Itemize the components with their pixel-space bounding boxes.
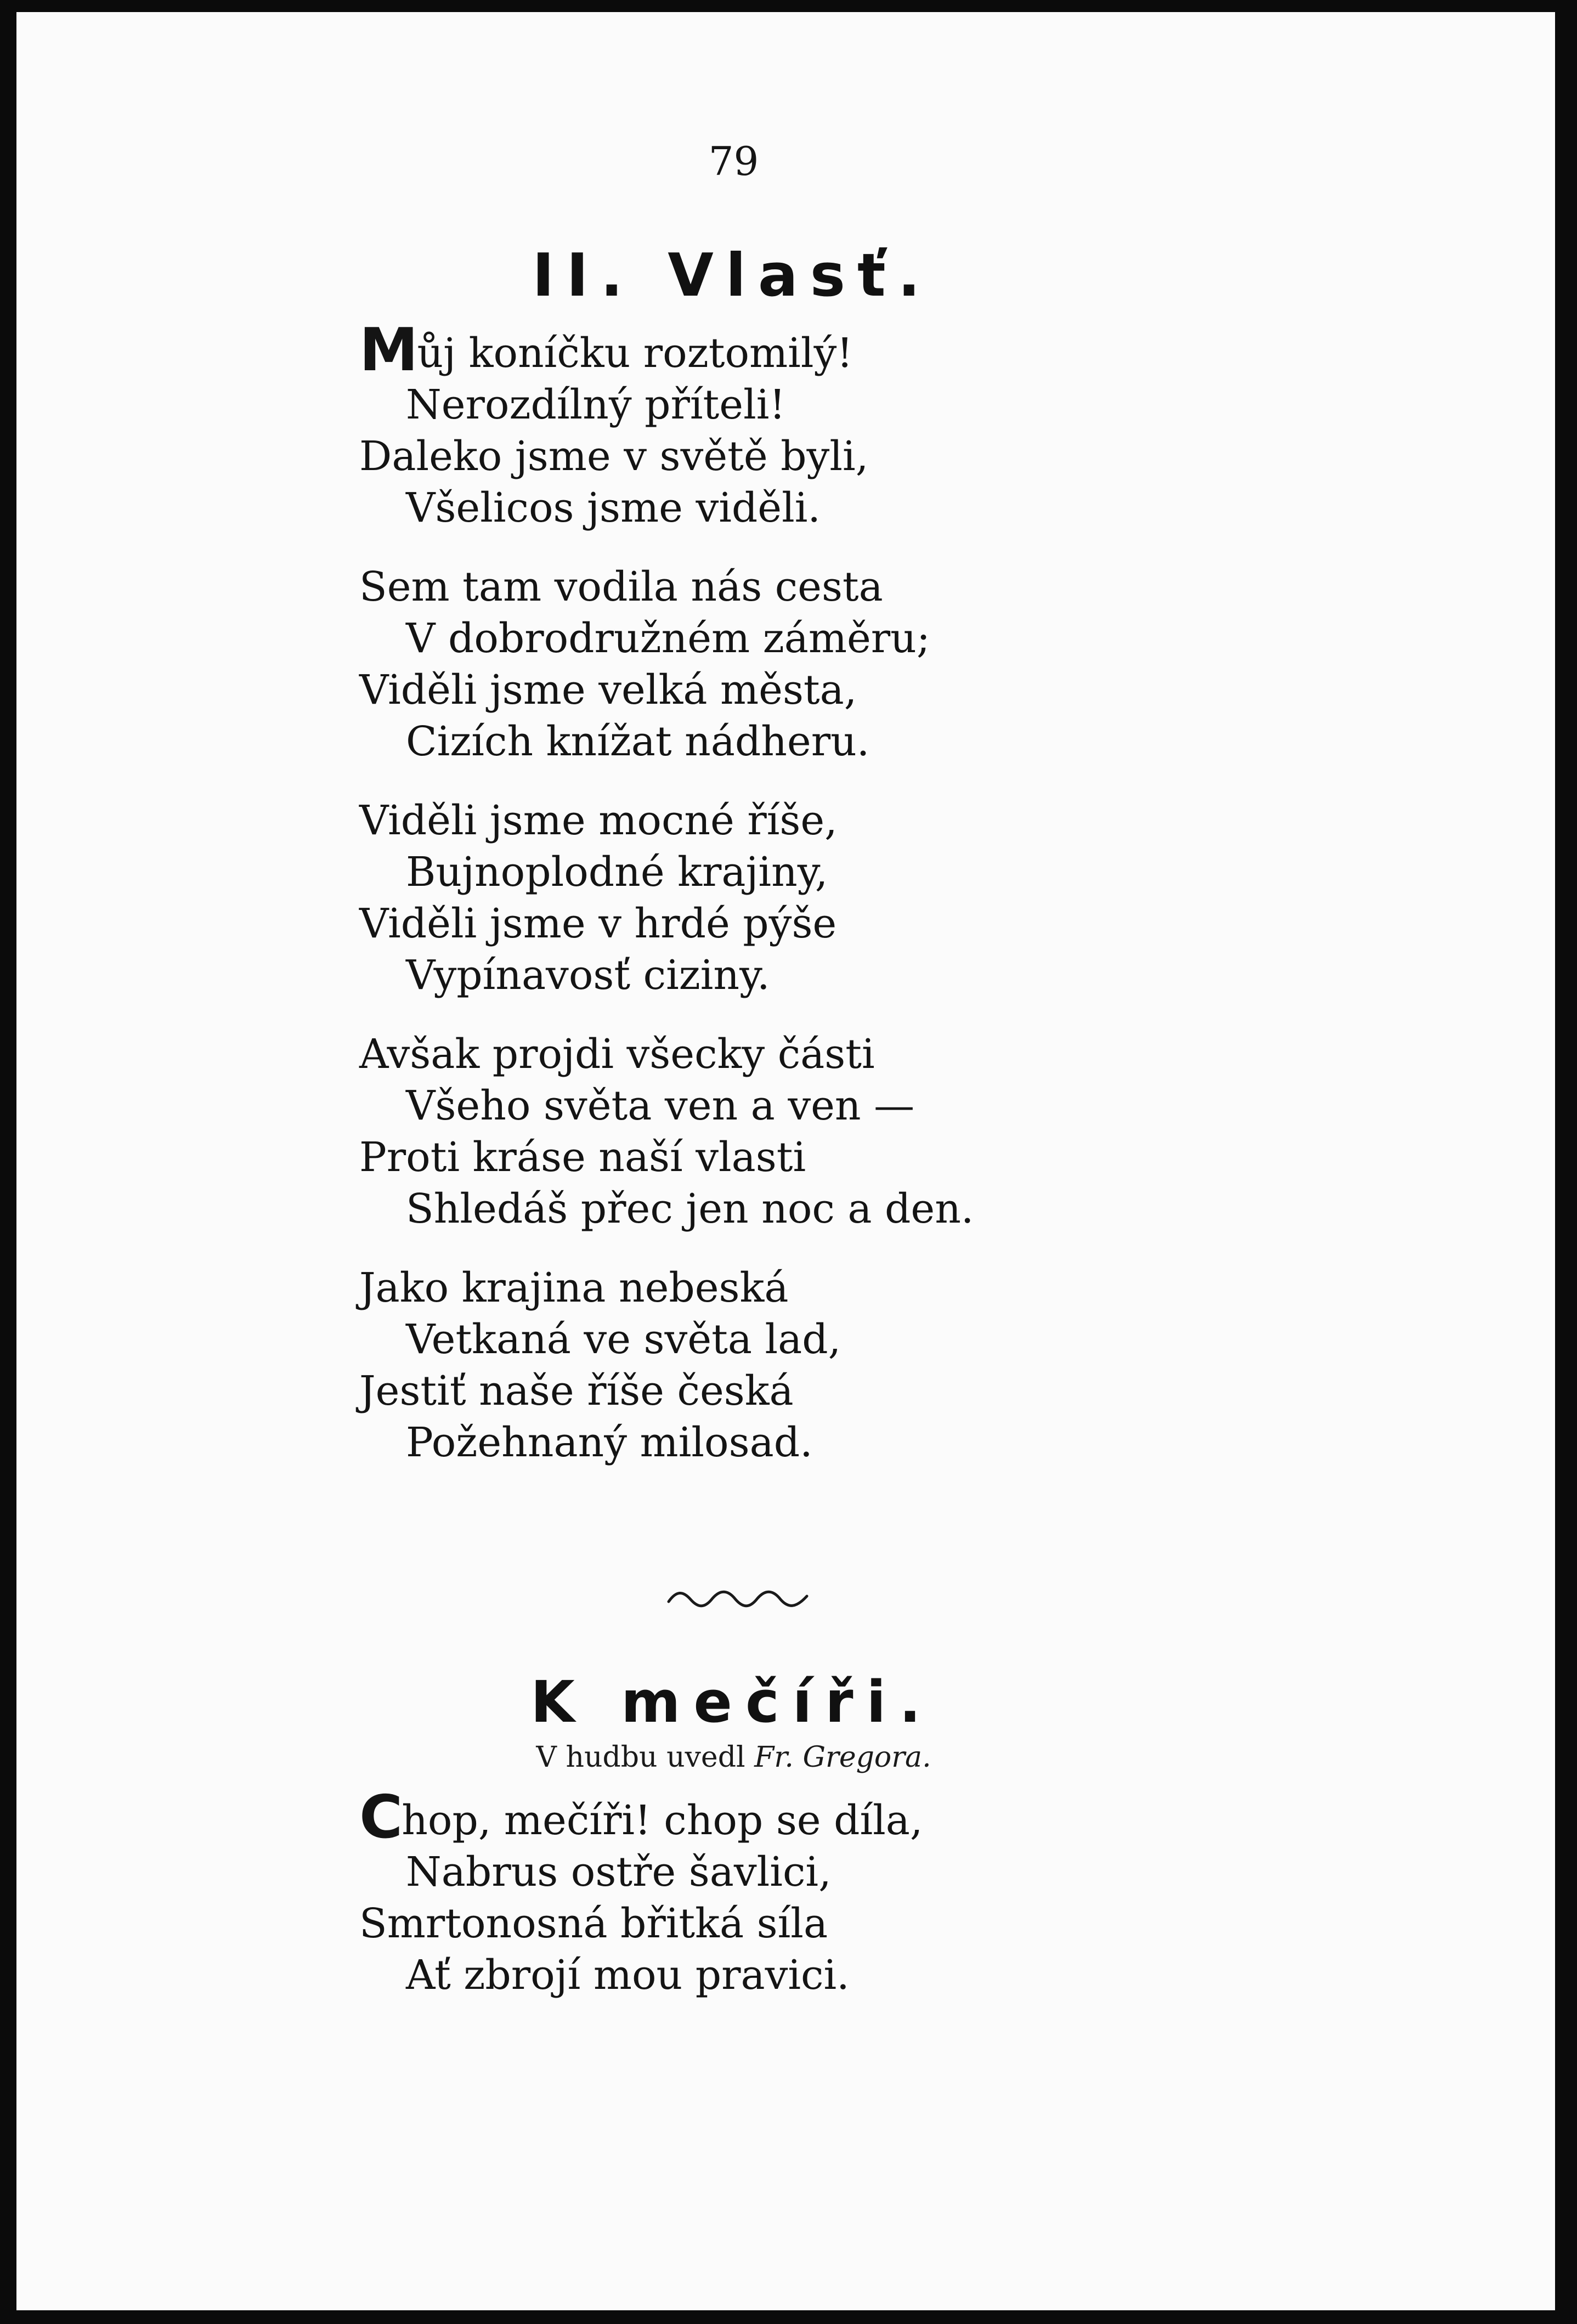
stanza-1 <box>359 1783 923 2001</box>
poem-line <box>359 316 974 384</box>
poem-line: Nabrus ostře šavlici, <box>406 1848 832 1896</box>
poem-line: Bujnoplodné krajiny, <box>406 849 828 896</box>
decorative-wave-divider <box>666 1587 809 1609</box>
poem-line: V dobrodružném záměru; <box>406 615 930 662</box>
subtitle-prefix: V hudbu uvedl <box>536 1741 745 1774</box>
poem-line: Požehnaný milosad. <box>406 1419 813 1466</box>
poem-line: Vetkaná ve světa lad, <box>406 1316 841 1363</box>
poem-line: Daleko jsme v světě byli, <box>359 433 869 480</box>
page-number: 79 <box>708 138 759 184</box>
stanza-4 <box>359 1028 974 1235</box>
poem-line: Shledáš přec jen noc a den. <box>406 1185 974 1232</box>
book-page <box>16 12 1555 2310</box>
poem-line: Všelicos jsme viděli. <box>406 484 821 531</box>
poem-line: Smrtonosná břitká síla <box>359 1900 828 1947</box>
poem-vlast <box>359 316 974 1496</box>
poem-line: Cizích knížat nádheru. <box>406 718 870 765</box>
stanza-3 <box>359 795 974 1001</box>
poem-title-k-meciri: K mečíři. <box>530 1669 934 1735</box>
first-line-text: hop, mečíři! chop se díla, <box>402 1797 923 1844</box>
poem-line: Viděli jsme mocné říše, <box>359 797 838 844</box>
poem-line <box>359 1783 923 1852</box>
stanza-2 <box>359 561 974 767</box>
poem-title-vlast: II. Vlasť. <box>532 241 932 310</box>
poem-line: Sem tam vodila nás cesta <box>359 563 883 610</box>
poem-subtitle <box>16 1741 1451 1774</box>
poem-line: Jako krajina nebeská <box>359 1264 789 1311</box>
dropcap-c: C <box>359 1783 402 1852</box>
subtitle-author: Fr. Gregora. <box>754 1741 931 1774</box>
dropcap-m: M <box>359 316 417 384</box>
poem-line: Proti kráse naší vlasti <box>359 1134 806 1181</box>
stanza-5 <box>359 1262 974 1468</box>
poem-line: Všeho světa ven a ven — <box>406 1082 915 1129</box>
poem-line: Jestiť naše říše česká <box>359 1367 794 1415</box>
first-line-text: ůj koníčku roztomilý! <box>417 330 853 377</box>
poem-line: Nerozdílný příteli! <box>406 381 786 428</box>
poem-line: Viděli jsme velká města, <box>359 666 857 714</box>
poem-line: Vypínavosť ciziny. <box>406 952 770 999</box>
stanza-1 <box>359 316 974 534</box>
poem-line: Ať zbrojí mou pravici. <box>406 1952 850 1999</box>
poem-line: Viděli jsme v hrdé pýše <box>359 900 837 947</box>
poem-line: Avšak projdi všecky části <box>359 1031 875 1078</box>
poem-k-meciri <box>359 1783 923 2028</box>
